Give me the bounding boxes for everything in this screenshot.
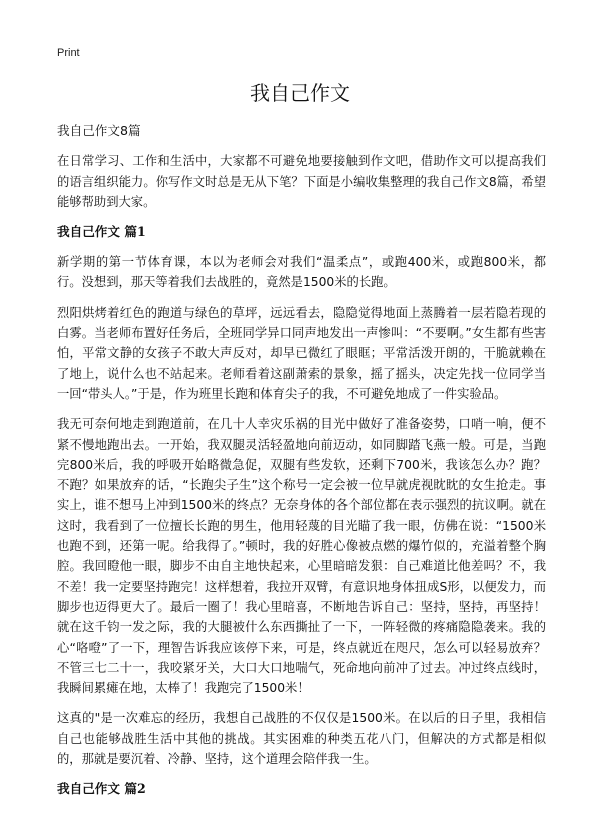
section-heading-2: 我自己作文 篇2 [57, 781, 146, 797]
section-heading-1: 我自己作文 篇1 [57, 224, 146, 240]
page-title: 我自己作文 [250, 81, 350, 105]
intro-paragraph: 在日常学习、工作和生活中，大家都不可避免地要接触到作文吧，借助作文可以提高我们的语言组织能力。你写作文时总是无从下笔？下面是小编收集整理的我自己作文8篇，希望能够帮助到大家。 [57, 154, 546, 209]
article-body [57, 121, 546, 809]
section1-paragraph-4: 这真的"是一次难忘的经历，我想自己战胜的不仅仅是1500米。在以后的日子里，我相信自己也能够战胜生活中其他的挑战。其实困难的种类五花八门，但解决的方式都是相似的，那就是要沉着、冷静、坚持，这个道理会陪伴我一生。 [57, 711, 546, 767]
section1-paragraph-3: 我无可奈何地走到跑道前，在几十人幸灾乐祸的目光中做好了准备姿势，口哨一响，便不紧不慢地跑出去。一开始，我双腿灵活轻盈地向前迈动，如同脚踏飞燕一般。可是，当跑完800米后，我的呼吸开始略微急促，双腿有些发软，还剩下700米，我该怎么办？跑？不跑？如果放弃的话，“长跑尖子生”这个称号一定会被一位早就虎视眈眈的女生抢走。事实上，谁不想马上冲到1500米的终点？无奈身体的各个部位都在表示强烈的抗议啊。就在这时，我看到了一位擅长长跑的男生，他用轻蔑的目光瞄了我一眼，仿佛在说：“1500米也跑不到，还第一呢。给我得了。”顿时，我的好胜心像被点燃的爆竹似的，充溢着整个胸腔。我回瞪他一眼，脚步不由自主地快起来，心里暗暗发狠：自己难道比他差吗？不，我不差！我一定要坚持跑完！这样想着，我拉开双臂，有意识地身体扭成S形，以便发力，而脚步也迈得更大了。最后一圈了！我心里暗喜，不断地告诉自己：坚持，坚持，再坚持！就在这千钧一发之际，我的大腿被什么东西撕扯了一下，一阵轻微的疼痛隐隐袭来。我的心“咯噔”了一下，理智告诉我应该停下来，可是，终点就近在咫尺，怎么可以轻易放弃？不管三七二十一，我咬紧牙关，大口大口地喘气，死命地向前冲了过去。冲过终点线时，我瞬间累瘫在地，太棒了！我跑完了1500米！ [57, 417, 546, 696]
section1-paragraph-1: 新学期的第一节体育课，本以为老师会对我们“温柔点”，或跑400米，或跑800米，都行。没想到，那天等着我们去战胜的，竟然是1500米的长跑。 [57, 255, 546, 290]
section1-paragraph-2: 烈阳烘烤着红色的跑道与绿色的草坪，远远看去，隐隐觉得地面上蒸腾着一层若隐若现的白雾。当老师布置好任务后，全班同学异口同声地发出一声惨叫：“不要啊。”女生都有些害怕，平常文静的女孩子不敢大声反对，却早已微红了眼眶；平常活泼开朗的，干脆就赖在了地上，说什么也不站起来。老师看着这副萧索的景象，摇了摇头，决定先找一位同学当一回“带头人。”于是，作为班里长跑和体育尖子的我，不可避免地成了一件实验品。 [57, 305, 546, 401]
article-subtitle: 我自己作文8篇 [57, 123, 141, 138]
print-link[interactable]: Print [57, 47, 80, 59]
